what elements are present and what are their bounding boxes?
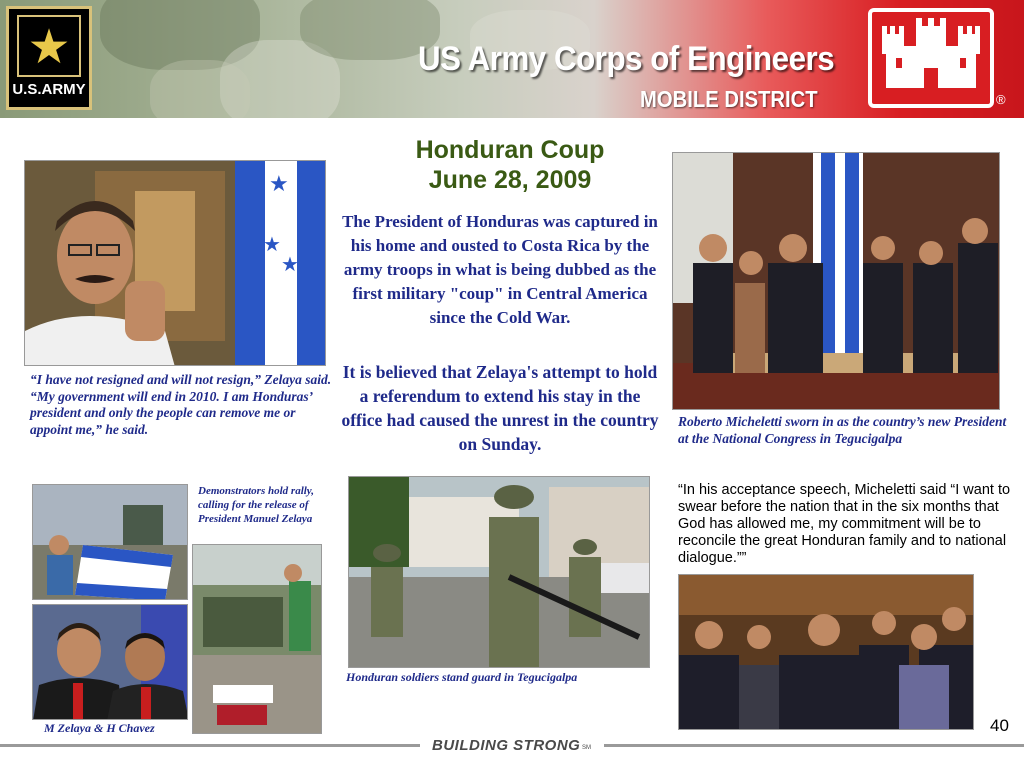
caption-demonstrators: Demonstrators hold rally, calling for the release of President Manuel Zelaya bbox=[198, 485, 315, 525]
photo-zelaya-speaking bbox=[24, 160, 326, 366]
photo-soldiers-guard bbox=[348, 476, 650, 668]
paragraph-referendum: It is believed that Zelaya's attempt to hold a referendum to extend his stay in the office had caused the unrest in the country on Sunday. bbox=[341, 362, 659, 454]
footer-divider-right bbox=[604, 744, 1024, 747]
caption-micheletti-sworn-in: Roberto Micheletti sworn in as the country’s new President at the National Congress in Tegucigalpa bbox=[678, 414, 1007, 446]
slide-date: June 28, 2009 bbox=[428, 166, 592, 194]
svg-text:★: ★ bbox=[281, 254, 299, 276]
caption-soldiers: Honduran soldiers stand guard in Tegucigalpa bbox=[346, 670, 578, 684]
star-icon: ★ bbox=[27, 19, 71, 75]
army-logo-text: U.S.ARMY bbox=[12, 81, 86, 98]
footer-service-mark: SM bbox=[582, 745, 591, 751]
header-banner bbox=[0, 0, 1024, 118]
army-star-box bbox=[17, 15, 81, 77]
footer-tagline: BUILDING STRONG bbox=[432, 737, 581, 754]
castle-logo bbox=[868, 8, 994, 108]
photo-micheletti-crowd bbox=[678, 574, 974, 730]
micheletti-speech-quote: “In his acceptance speech, Micheletti said “I want to swear before the nation that in the six months that God has allowed me, my commitment will be to reconcile the great Honduran family and to national dialogue.”” bbox=[678, 482, 1011, 566]
photo-micheletti-sworn-in bbox=[672, 152, 1000, 410]
photo-zelaya-chavez bbox=[32, 604, 188, 720]
org-subtitle: MOBILE DISTRICT bbox=[640, 86, 818, 112]
slide-title: Honduran Coup bbox=[415, 136, 605, 164]
photo-rally-street bbox=[192, 544, 322, 734]
caption-zelaya-quote: “I have not resigned and will not resign,” Zelaya said. “My government will end in 2010. I am Honduras’ president and only the people can remove me or appoint me,” he said. bbox=[30, 372, 332, 437]
svg-text:★: ★ bbox=[269, 171, 289, 196]
us-army-logo bbox=[6, 6, 92, 110]
org-title: US Army Corps of Engineers bbox=[418, 40, 835, 78]
svg-text:★: ★ bbox=[263, 234, 281, 256]
registered-mark: ® bbox=[996, 92, 1006, 107]
caption-zelaya-chavez: M Zelaya & H Chavez bbox=[44, 721, 155, 735]
paragraph-coup-summary: The President of Honduras was captured in his home and ousted to Costa Rica by the army troops in what is being dubbed as the first military "coup" in Central America since the Cold War. bbox=[342, 212, 658, 327]
photo-demonstrators-flag bbox=[32, 484, 188, 600]
footer-divider-left bbox=[0, 744, 420, 747]
page-number: 40 bbox=[990, 716, 1009, 735]
castle-icon bbox=[872, 12, 990, 104]
